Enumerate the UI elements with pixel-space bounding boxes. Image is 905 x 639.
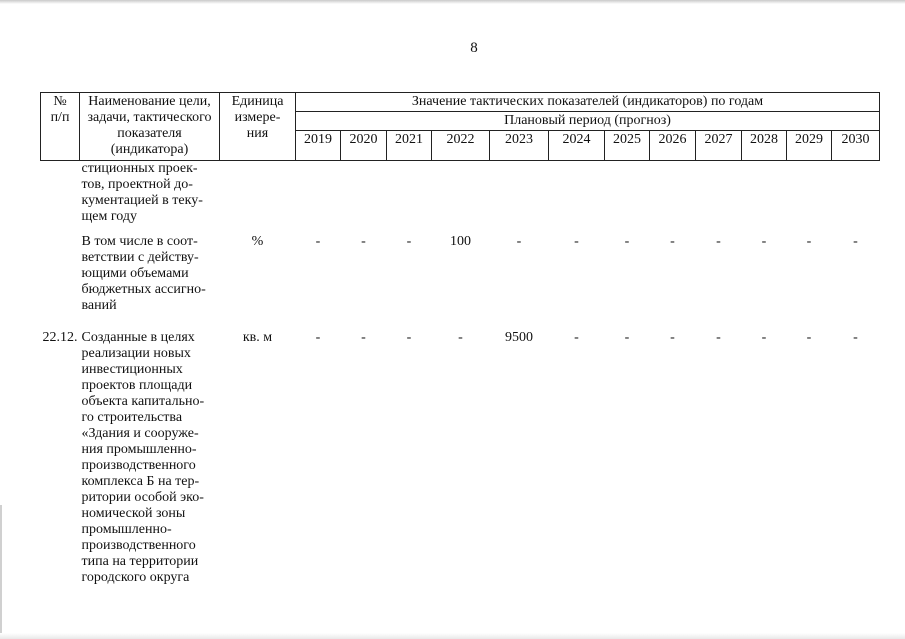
indicator-name-line: производственного [81,458,196,473]
row-indicator-name [80,225,220,314]
row-number: 22.12. [42,330,78,345]
row-value: 9500 [505,330,533,345]
row-value: - [458,330,463,345]
scan-edge-top [0,0,905,4]
row-value [605,161,650,226]
header-year: 2020 [341,131,387,161]
row-value: - [853,330,858,345]
indicator-name-line: ритории особой эко- [81,490,204,505]
row-value [296,161,341,226]
table-body [41,161,880,587]
row-number [41,161,80,226]
indicator-name-line: номической зоны [81,506,186,521]
indicator-name-line: реализации новых [81,346,191,361]
row-value: - [624,330,630,345]
header-number: № п/п [41,93,80,161]
row-value [832,161,880,226]
row-value [549,161,605,226]
scan-edge-bottom [0,633,905,639]
row-value: - [361,330,366,345]
row-value: - [406,330,412,345]
header-year: 2030 [832,131,880,161]
indicator-name-line: щем году [81,209,137,224]
row-value [787,161,832,226]
page-number: 8 [470,40,478,56]
row-value [490,161,549,226]
indicator-name-line: ветствии с действу- [81,250,199,265]
row-value: - [516,234,522,249]
row-unit: % [251,234,264,249]
header-year: 2023 [490,131,549,161]
row-value [432,161,490,226]
table-row [41,225,880,314]
row-value [387,161,432,226]
row-indicator-name [80,161,220,226]
table-header [41,93,880,161]
indicator-name-line: инвестиционных [81,362,183,377]
header-year: 2025 [605,131,650,161]
row-value: - [406,234,412,249]
header-values-title: Значение тактических показателей (индикаторов) по годам [296,93,880,112]
indicator-name-line: ваний [81,298,117,313]
row-value: 100 [450,234,471,249]
indicator-name-line: проектов площади [81,378,193,393]
table-row [41,314,880,586]
header-year: 2026 [650,131,696,161]
row-value: - [574,330,579,345]
row-value: - [716,330,721,345]
row-value: - [574,234,579,249]
header-year: 2027 [696,131,742,161]
row-number [41,225,80,314]
row-value: - [315,330,321,345]
table-row [41,161,880,226]
scan-edge-left [0,505,2,639]
row-value: - [716,234,721,249]
row-value [341,161,387,226]
indicator-name-line: стиционных проек- [81,161,198,176]
indicator-name-line: ния промышленно- [81,442,197,457]
indicator-name-line: бюджетных ассигно- [81,282,206,297]
row-value: - [624,234,630,249]
header-year: 2019 [296,131,341,161]
row-value [650,161,696,226]
row-unit [220,161,296,226]
header-period-title: Плановый период (прогноз) [296,112,880,131]
row-value: - [806,330,812,345]
row-value: - [806,234,812,249]
header-year: 2024 [549,131,605,161]
indicator-name-line: городского округа [81,570,190,585]
row-value [696,161,742,226]
row-value: - [761,330,767,345]
row-value: - [315,234,321,249]
indicator-name-line: комплекса Б на тер- [81,474,200,489]
indicator-name-line: «Здания и сооруже- [81,426,199,441]
row-value: - [853,234,858,249]
row-indicator-name [80,314,220,586]
row-value: - [670,234,675,249]
indicator-name-line: ющими объемами [81,266,189,281]
header-year: 2028 [742,131,787,161]
indicator-name-line: объекта капитально- [81,394,205,409]
header-year: 2021 [387,131,432,161]
row-value: - [761,234,767,249]
header-unit: Единица измере- ния [220,93,296,161]
indicators-table [40,92,880,586]
indicator-name-line: кументацией в теку- [81,193,203,208]
header-name: Наименование цели, задачи, тактического показателя (индикатора) [80,93,220,161]
indicator-name-line: типа на территории [81,554,199,569]
header-year: 2022 [432,131,490,161]
row-value: - [670,330,675,345]
indicator-name-line: В том числе в соот- [81,234,198,249]
indicator-name-line: тов, проектной до- [81,177,193,192]
indicator-name-line: Созданные в целях [81,330,195,345]
indicator-name-line: промышленно- [81,522,172,537]
indicator-name-line: производственного [81,538,196,553]
row-value: - [361,234,366,249]
header-year: 2029 [787,131,832,161]
row-unit: кв. м [242,330,273,345]
indicator-name-line: го строительства [81,410,183,425]
row-value [742,161,787,226]
